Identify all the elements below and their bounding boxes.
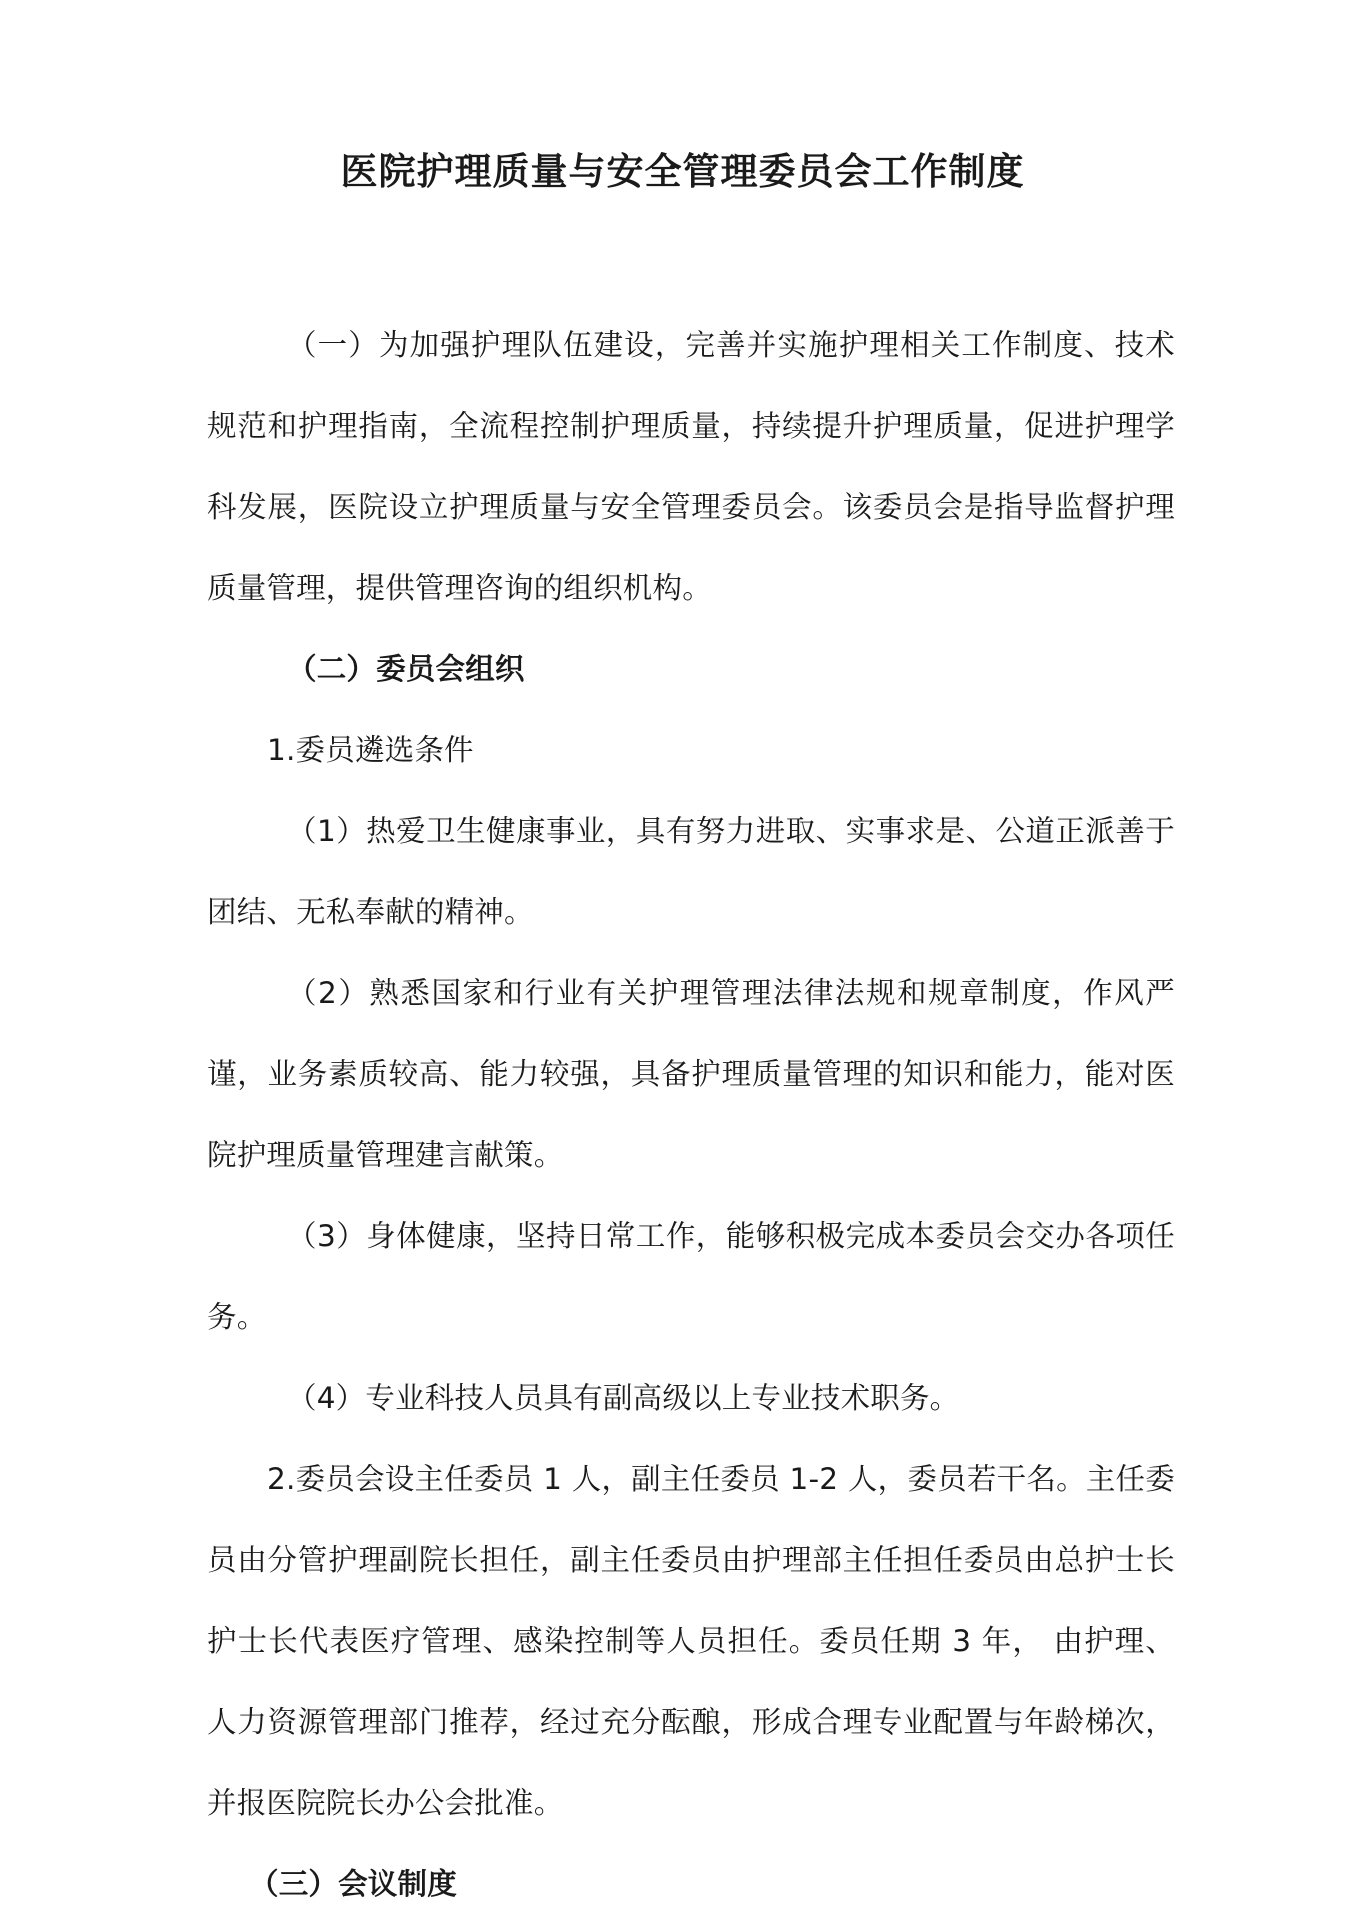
paragraph-criterion-3: （3）身体健康，坚持日常工作，能够积极完成本委员会交办各项任务。 bbox=[207, 1219, 1175, 1334]
paragraph-criterion-4: （4）专业科技人员具有副高级以上专业技术职务。 bbox=[287, 1381, 960, 1415]
paragraph-criterion-1: （1）热爱卫生健康事业，具有努力进取、实事求是、公道正派善于团结、无私奉献的精神。 bbox=[207, 814, 1175, 929]
paragraph-committee-composition: 2.委员会设主任委员 1 人，副主任委员 1-2 人，委员若干名。主任委员由分管护理副院长担任，副主任委员由护理部主任担任委员由总护士长护士长代表医疗管理、感染控制等人员担任。委员任期 3 年， 由护理、人力资源管理部门推荐，经过充分酝酿，形成合理专业配置与年龄梯次，并报医院院长办公会批准。 bbox=[207, 1462, 1175, 1820]
paragraph-criterion-2: （2）熟悉国家和行业有关护理管理法律法规和规章制度，作风严谨，业务素质较高、能力较强，具备护理质量管理的知识和能力，能对医院护理质量管理建言献策。 bbox=[207, 976, 1175, 1172]
document-body bbox=[207, 305, 1175, 1925]
subheading-member-selection: 1.委员遴选条件 bbox=[267, 733, 474, 767]
heading-committee-organization: （二）委员会组织 bbox=[287, 652, 525, 686]
document-title: 医院护理质量与安全管理委员会工作制度 bbox=[340, 150, 1025, 193]
paragraph-purpose: （一）为加强护理队伍建设，完善并实施护理相关工作制度、技术规范和护理指南，全流程控制护理质量，持续提升护理质量，促进护理学科发展，医院设立护理质量与安全管理委员会。该委员会是指导监督护理质量管理，提供管理咨询的组织机构。 bbox=[207, 328, 1175, 605]
heading-meeting-system: （三）会议制度 bbox=[249, 1867, 457, 1901]
